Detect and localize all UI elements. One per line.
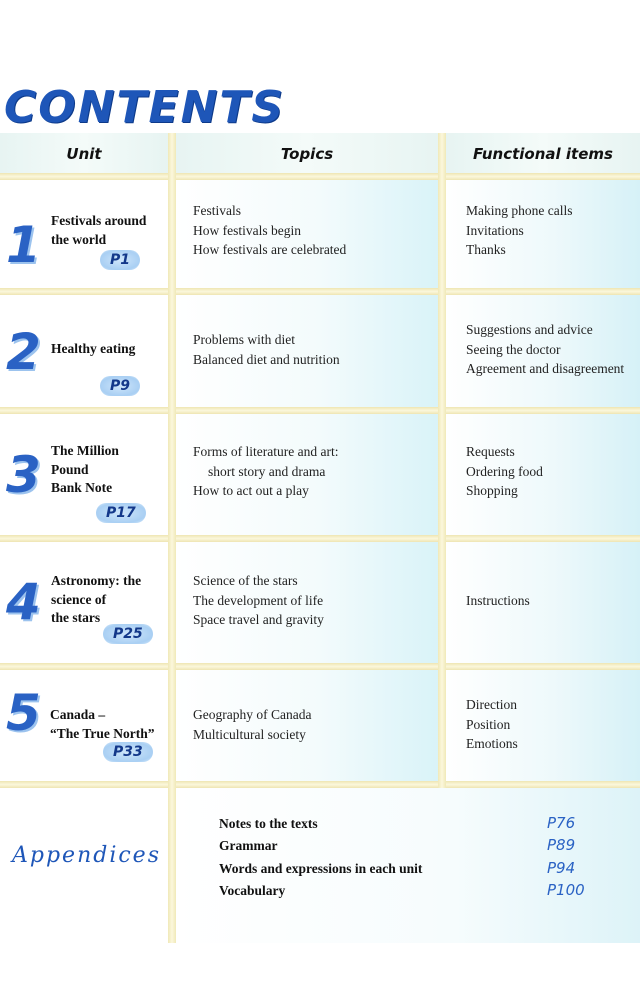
unit-name-line: “The True North” bbox=[50, 725, 155, 741]
appendices-row bbox=[0, 788, 640, 943]
functional-item: Direction bbox=[466, 697, 517, 712]
row-divider bbox=[0, 663, 640, 670]
unit-name-line: the world bbox=[51, 231, 107, 247]
row-divider bbox=[0, 173, 640, 180]
appendix-page[interactable]: P76 bbox=[547, 814, 576, 832]
row-divider bbox=[0, 781, 640, 788]
functional-item: Agreement and disagreement bbox=[466, 361, 625, 377]
topics-cell bbox=[176, 542, 438, 663]
unit-number: 5 bbox=[6, 684, 41, 742]
unit-name-line: The Million bbox=[51, 443, 119, 458]
topics-cell bbox=[176, 670, 438, 781]
topic-item: The development of life bbox=[193, 592, 324, 608]
appendix-item[interactable]: Grammar bbox=[219, 838, 278, 854]
appendix-item[interactable]: Vocabulary bbox=[219, 882, 286, 898]
functional-item: Instructions bbox=[466, 593, 530, 608]
unit-row-5[interactable] bbox=[0, 670, 640, 781]
unit-name-line: Pound bbox=[51, 461, 89, 477]
unit-name-line: Healthy eating bbox=[51, 341, 136, 356]
topic-item: Problems with diet bbox=[193, 332, 295, 347]
unit-row-2[interactable] bbox=[0, 295, 640, 407]
column-divider bbox=[438, 133, 446, 788]
topic-item: Science of the stars bbox=[193, 573, 298, 588]
unit-name-line: science of bbox=[51, 591, 107, 607]
unit-name bbox=[51, 442, 163, 498]
page-badge[interactable]: P17 bbox=[96, 503, 146, 523]
appendices-title: Appendices bbox=[12, 843, 161, 868]
header-functional-items: Functional items bbox=[446, 133, 640, 175]
column-divider bbox=[168, 133, 176, 788]
functional-item: Thanks bbox=[466, 242, 506, 258]
unit-cell bbox=[0, 414, 168, 535]
appendix-item[interactable]: Notes to the texts bbox=[219, 816, 318, 831]
functional-item: Emotions bbox=[466, 736, 518, 752]
unit-name bbox=[50, 706, 162, 743]
appendix-page[interactable]: P100 bbox=[547, 880, 585, 899]
unit-name-line: Astronomy: the bbox=[51, 573, 142, 588]
topic-item: How festivals begin bbox=[193, 222, 301, 238]
topic-item: Geography of Canada bbox=[193, 707, 312, 722]
functional-cell bbox=[446, 542, 640, 663]
appendices-title-cell bbox=[0, 788, 168, 943]
header-topics: Topics bbox=[176, 133, 438, 175]
unit-row-3[interactable] bbox=[0, 414, 640, 535]
appendix-page[interactable]: P89 bbox=[547, 836, 576, 855]
unit-name-line: the stars bbox=[51, 610, 101, 625]
topics-cell bbox=[176, 180, 438, 288]
functional-item: Ordering food bbox=[466, 463, 543, 479]
topic-item: How to act out a play bbox=[193, 483, 309, 499]
column-divider bbox=[168, 788, 176, 943]
functional-cell bbox=[446, 180, 640, 288]
row-divider bbox=[0, 288, 640, 295]
topic-item: Multicultural society bbox=[193, 726, 306, 742]
topic-item: short story and drama bbox=[208, 463, 326, 479]
unit-name bbox=[51, 340, 163, 359]
unit-name-line: Canada – bbox=[50, 707, 106, 722]
topic-item: Forms of literature and art: bbox=[193, 444, 339, 459]
appendix-item[interactable]: Words and expressions in each unit bbox=[219, 860, 423, 876]
functional-item: Seeing the doctor bbox=[466, 341, 561, 357]
row-divider bbox=[0, 535, 640, 542]
unit-cell bbox=[0, 670, 168, 781]
page-badge[interactable]: P9 bbox=[100, 376, 140, 396]
functional-item: Shopping bbox=[466, 483, 518, 499]
functional-item: Making phone calls bbox=[466, 203, 573, 218]
functional-item: Suggestions and advice bbox=[466, 322, 593, 337]
appendices-pages bbox=[547, 812, 585, 901]
functional-item: Position bbox=[466, 716, 511, 732]
page-badge[interactable]: P33 bbox=[103, 742, 153, 762]
topic-item: How festivals are celebrated bbox=[193, 242, 347, 258]
topics-cell bbox=[176, 414, 438, 535]
functional-cell bbox=[446, 414, 640, 535]
unit-row-4[interactable] bbox=[0, 542, 640, 663]
functional-item: Requests bbox=[466, 444, 515, 459]
unit-name-line: Bank Note bbox=[51, 480, 113, 495]
unit-number: 4 bbox=[6, 573, 41, 631]
topic-item: Balanced diet and nutrition bbox=[193, 351, 340, 367]
topic-item: Space travel and gravity bbox=[193, 612, 324, 628]
appendix-page[interactable]: P94 bbox=[547, 858, 576, 877]
unit-name bbox=[51, 572, 163, 628]
functional-cell bbox=[446, 670, 640, 781]
appendices-list bbox=[219, 813, 422, 902]
unit-row-1[interactable] bbox=[0, 180, 640, 288]
functional-cell bbox=[446, 295, 640, 407]
unit-number: 1 bbox=[6, 216, 41, 274]
unit-name bbox=[51, 212, 163, 249]
unit-cell bbox=[0, 295, 168, 407]
unit-number: 2 bbox=[6, 323, 41, 381]
header-unit: Unit bbox=[0, 133, 168, 175]
row-divider bbox=[0, 407, 640, 414]
unit-number: 3 bbox=[6, 446, 41, 504]
page-title: CONTENTS bbox=[4, 82, 286, 133]
unit-cell bbox=[0, 542, 168, 663]
unit-name-line: Festivals around bbox=[51, 213, 147, 228]
page-badge[interactable]: P1 bbox=[100, 250, 140, 270]
topic-item: Festivals bbox=[193, 203, 242, 218]
functional-item: Invitations bbox=[466, 222, 524, 238]
unit-cell bbox=[0, 180, 168, 288]
page-badge[interactable]: P25 bbox=[103, 624, 153, 644]
contents-table bbox=[0, 133, 640, 943]
topics-cell bbox=[176, 295, 438, 407]
